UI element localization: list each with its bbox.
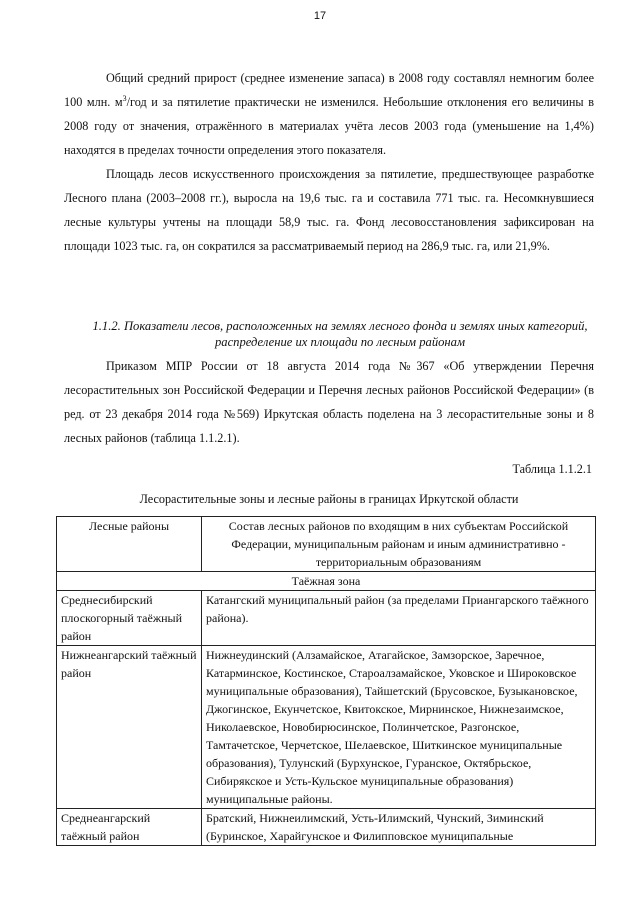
paragraph-artificial-forests [64, 162, 594, 258]
table-row [57, 591, 596, 646]
table-row [57, 646, 596, 809]
section-heading: 1.1.2. Показатели лесов, расположенных на землях лесного фонда и землях иных категорий, распределение их площади по лесным районам [92, 319, 588, 349]
paragraph-growth-text-b: /год и за пятилетие практически не изменился. Небольшие отклонения его величины в 2008 году от значения, отражённого в материалах учёта лесов 2003 года (уменьшение на 1,4%) находятся в пределах точности определения этого показателя. [64, 95, 595, 157]
table-cell-composition: Катангский муниципальный район (за пределами Приангарского таёжного района). [202, 591, 596, 646]
table-zone-label: Таёжная зона [57, 572, 596, 591]
table-label: Таблица 1.1.2.1 [512, 462, 592, 476]
page-number: 17 [313, 10, 327, 22]
paragraph-order-text: Приказом МПР России от 18 августа 2014 года №367 «Об утверждении Перечня лесорастительных зон Российской Федерации и Перечня лесных районов Российской Федерации» (в ред. от 23 декабря 2014 года №569) Иркутская область поделена на 3 лесорастительные зоны и 8 лесных районов (таблица 1.1.2.1). [64, 359, 594, 445]
paragraph-growth-superscript: 3 [122, 93, 127, 103]
table-cell-district: Среднесибирский плоскогорный таёжный район [57, 591, 202, 646]
table-cell-district: Среднеангарский таёжный район [57, 809, 202, 846]
table-header-districts: Лесные районы [57, 517, 202, 572]
table-cell-district: Нижнеангарский таёжный район [57, 646, 202, 809]
table-zone-row [57, 572, 596, 591]
paragraph-growth-text-a: Общий средний прирост (среднее изменение запаса) в 2008 году составлял немногим более 100 млн. м [64, 71, 594, 109]
table-cell-composition: Нижнеудинский (Алзамайское, Атагайское, Замзорское, Заречное, Катарминское, Костинское, Староалзамайское, Уковское и Широковское муниципальные образования), Тайшетский (Брусовское, Бузыкановское, Джогинское, Екунчетское, Квитокское, Мирнинское, Нижнезаимское, Николаевское, Новобирюсинское, Полинчетское, Разгонское, Тамтачетское, Черчетское, Шелаевское, Шиткинское муниципальные образования), Тулунский (Бурхунское, Гуранское, Октябрьское, Сибирякское и Усть-Кульское муниципальные образования) муниципальные районы. [202, 646, 596, 809]
table-caption: Лесорастительные зоны и лесные районы в границах Иркутской области [139, 492, 519, 506]
table-header-row [57, 517, 596, 572]
paragraph-artificial-forests-text: Площадь лесов искусственного происхождения за пятилетие, предшествующее разработке Лесного плана (2003–2008 гг.), выросла на 19,6 тыс. га и составила 771 тыс. га. Несомкнувшиеся лесные культуры учтены на площади 58,9 тыс. га. Фонд лесовосстановления зафиксирован на площади 1023 тыс. га, он сократился за рассматриваемый период на 286,9 тыс. га, или 21,9%. [64, 167, 594, 253]
paragraph-growth [64, 66, 594, 162]
paragraph-order [64, 354, 594, 450]
table-cell-composition: Братский, Нижнеилимский, Усть-Илимский, Чунский, Зиминский (Буринское, Харайгунское и Филипповское муниципальные [202, 809, 596, 846]
table-row [57, 809, 596, 846]
forest-districts-table [56, 516, 596, 846]
table-header-composition: Состав лесных районов по входящим в них субъектам Российской Федерации, муниципальным районам и иным административно - территориальным образованиям [202, 517, 596, 572]
